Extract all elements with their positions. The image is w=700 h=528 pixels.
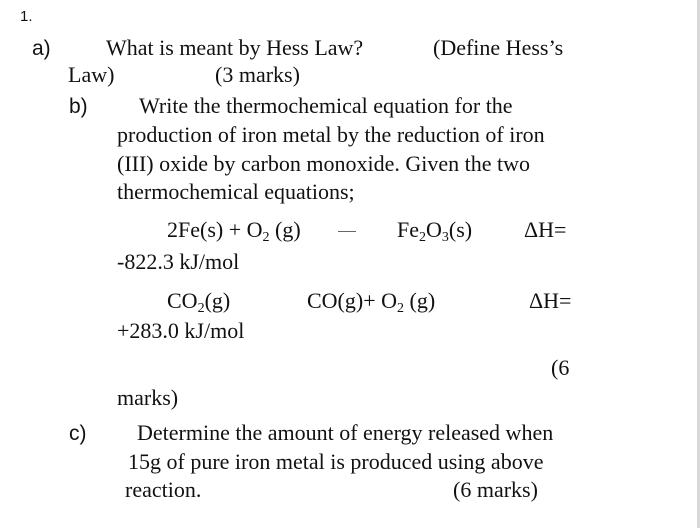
eq1-arrow [338, 231, 356, 232]
part-b-line-3: (III) oxide by carbon monoxide. Given the two [117, 151, 530, 176]
part-b-label: b) [69, 95, 88, 118]
eq1-reactants: $2Fe(s) + O_2$ (g) [167, 217, 301, 245]
eq2-value: +283.0 kJ/mol [117, 318, 245, 343]
eq1-products: $Fe_2O_3(s)$ [397, 217, 473, 245]
part-a-marks: (3 marks) [215, 62, 300, 87]
part-c-line-3: reaction. [125, 477, 202, 502]
eq2-delta-h: ΔH= [529, 288, 572, 313]
part-a-define: (Define Hess’s [433, 35, 564, 60]
part-c-line-2: 15g of pure iron metal is produced using above [128, 449, 544, 474]
eq2-products: $CO(g)+ O_2$ (g) [307, 288, 436, 316]
eq1-delta-h: ΔH= [524, 217, 567, 242]
part-b-line-2: production of iron metal by the reduction of iron [117, 122, 545, 147]
part-c-label: c) [69, 422, 87, 445]
part-b-line-1: Write the thermochemical equation for the [139, 93, 513, 118]
part-b-marks-open: (6 [551, 355, 570, 380]
part-b-line-4: thermochemical equations; [117, 179, 355, 204]
question-number: 1. [20, 8, 33, 25]
part-c-marks: (6 marks) [453, 477, 538, 502]
eq2-reactants: $CO_2(g)$ [167, 288, 231, 316]
part-b-marks-close: marks) [117, 385, 179, 410]
part-a-text: What is meant by Hess Law? [106, 35, 364, 60]
part-a-text-line2: Law) [68, 62, 115, 87]
eq1-value: -822.3 kJ/mol [117, 249, 240, 274]
part-c-line-1: Determine the amount of energy released when [137, 420, 554, 445]
part-a-label: a) [32, 37, 51, 60]
